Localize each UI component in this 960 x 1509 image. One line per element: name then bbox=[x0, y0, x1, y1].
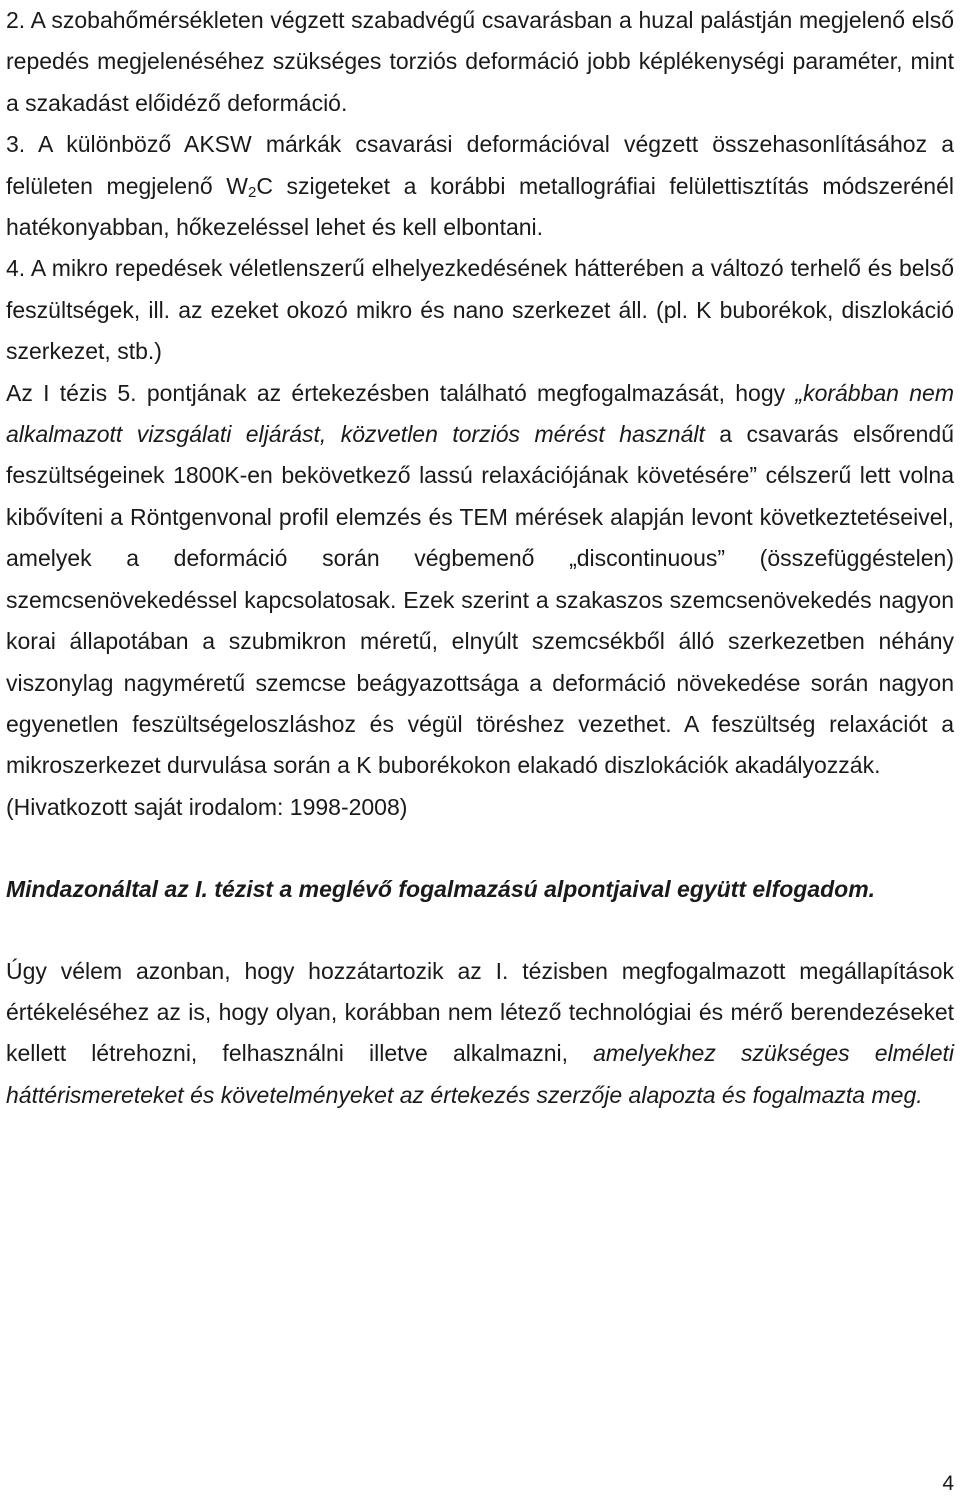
final-paragraph bbox=[6, 951, 954, 1117]
paragraph-item-2 bbox=[6, 0, 954, 124]
citation-text: (Hivatkozott saját irodalom: 1998-2008) bbox=[6, 793, 408, 820]
thesis-text-end: a csavarás elsőrendű feszültségeinek 1800K-en bekövetkező lassú relaxációjának követésére” célszerű lett volna kibővíteni a Röntgenvonal profil elemzés és TEM mérések alapján levont következtetéseivel, amelyek a deformáció során végbemenő „discontinuous” (összefüggéstelen) szemcsenövekedéssel kapcsolatosak. Ezek szerint a szakaszos szemcsenövekedés nagyon korai állapotában a szubmikron méretű, elnyúlt szemcsékből álló szerkezetben néhány viszonylag nagyméretű szemcse beágyazottsága a deformáció növekedése során nagyon egyenetlen feszültségeloszláshoz és végül töréshez vezethet. A feszültség relaxációt a mikroszerkezet durvulása során a K buborékokon elakadó diszlokációk akadályozzák. bbox=[6, 421, 954, 779]
citation-line bbox=[6, 787, 954, 828]
item-2-text: 2. A szobahőmérsékleten végzett szabadvégű csavarásban a huzal palástján megjelenő első repedés megjelenéséhez szükséges torziós deformáció jobb képlékenységi paraméter, mint a szakadást előidéző deformáció. bbox=[6, 7, 954, 116]
thesis-text-start: Az I tézis 5. pontjának az értekezésben található megfogalmazását, hogy bbox=[6, 379, 796, 406]
spacer bbox=[6, 911, 954, 951]
document-page bbox=[6, 0, 954, 1116]
final-text-start: Úgy vélem azonban, hogy hozzátartozik az I. tézisben megfogalmazott megállapítások értékeléséhez az is, hogy olyan, korábban nem létező technológiai és mérő berendezéseket kellett létrehozni, felhasználni illetve alkalmazni, bbox=[6, 957, 954, 1067]
final-text-italic: amelyekhez szükséges elméleti háttérismereteket és követelményeket az értekezés szerzője alapozta és fogalmazta meg. bbox=[6, 1040, 954, 1108]
thesis-quote: „korábban nem alkalmazott vizsgálati eljárást, közvetlen torziós mérést használt bbox=[6, 379, 954, 448]
paragraph-item-3 bbox=[6, 124, 954, 248]
paragraph-thesis-comment bbox=[6, 373, 954, 787]
conclusion-text: Mindazonáltal az I. tézist a meglévő fogalmazású alpontjaival együtt elfogadom. bbox=[6, 876, 876, 903]
item-4-text: 4. A mikro repedések véletlenszerű elhelyezkedésének hátterében a változó terhelő és belső feszültségek, ill. az ezeket okozó mikro és nano szerkezet áll. (pl. K buborékok, diszlokáció szerkezet, stb.) bbox=[6, 255, 954, 365]
paragraph-item-4 bbox=[6, 248, 954, 372]
conclusion-paragraph bbox=[6, 869, 954, 910]
subscript-2: 2 bbox=[247, 183, 257, 201]
page-number: 4 bbox=[942, 1472, 954, 1495]
item-3-text-end: C szigeteket a korábbi metallográfiai felülettisztítás módszerénél hatékonyabban, hőkezeléssel lehet és kell elbontani. bbox=[6, 172, 954, 241]
spacer bbox=[6, 828, 954, 869]
item-3-text-start: 3. A különböző AKSW márkák csavarási deformációval végzett összehasonlításához a felületen megjelenő W bbox=[6, 131, 954, 199]
